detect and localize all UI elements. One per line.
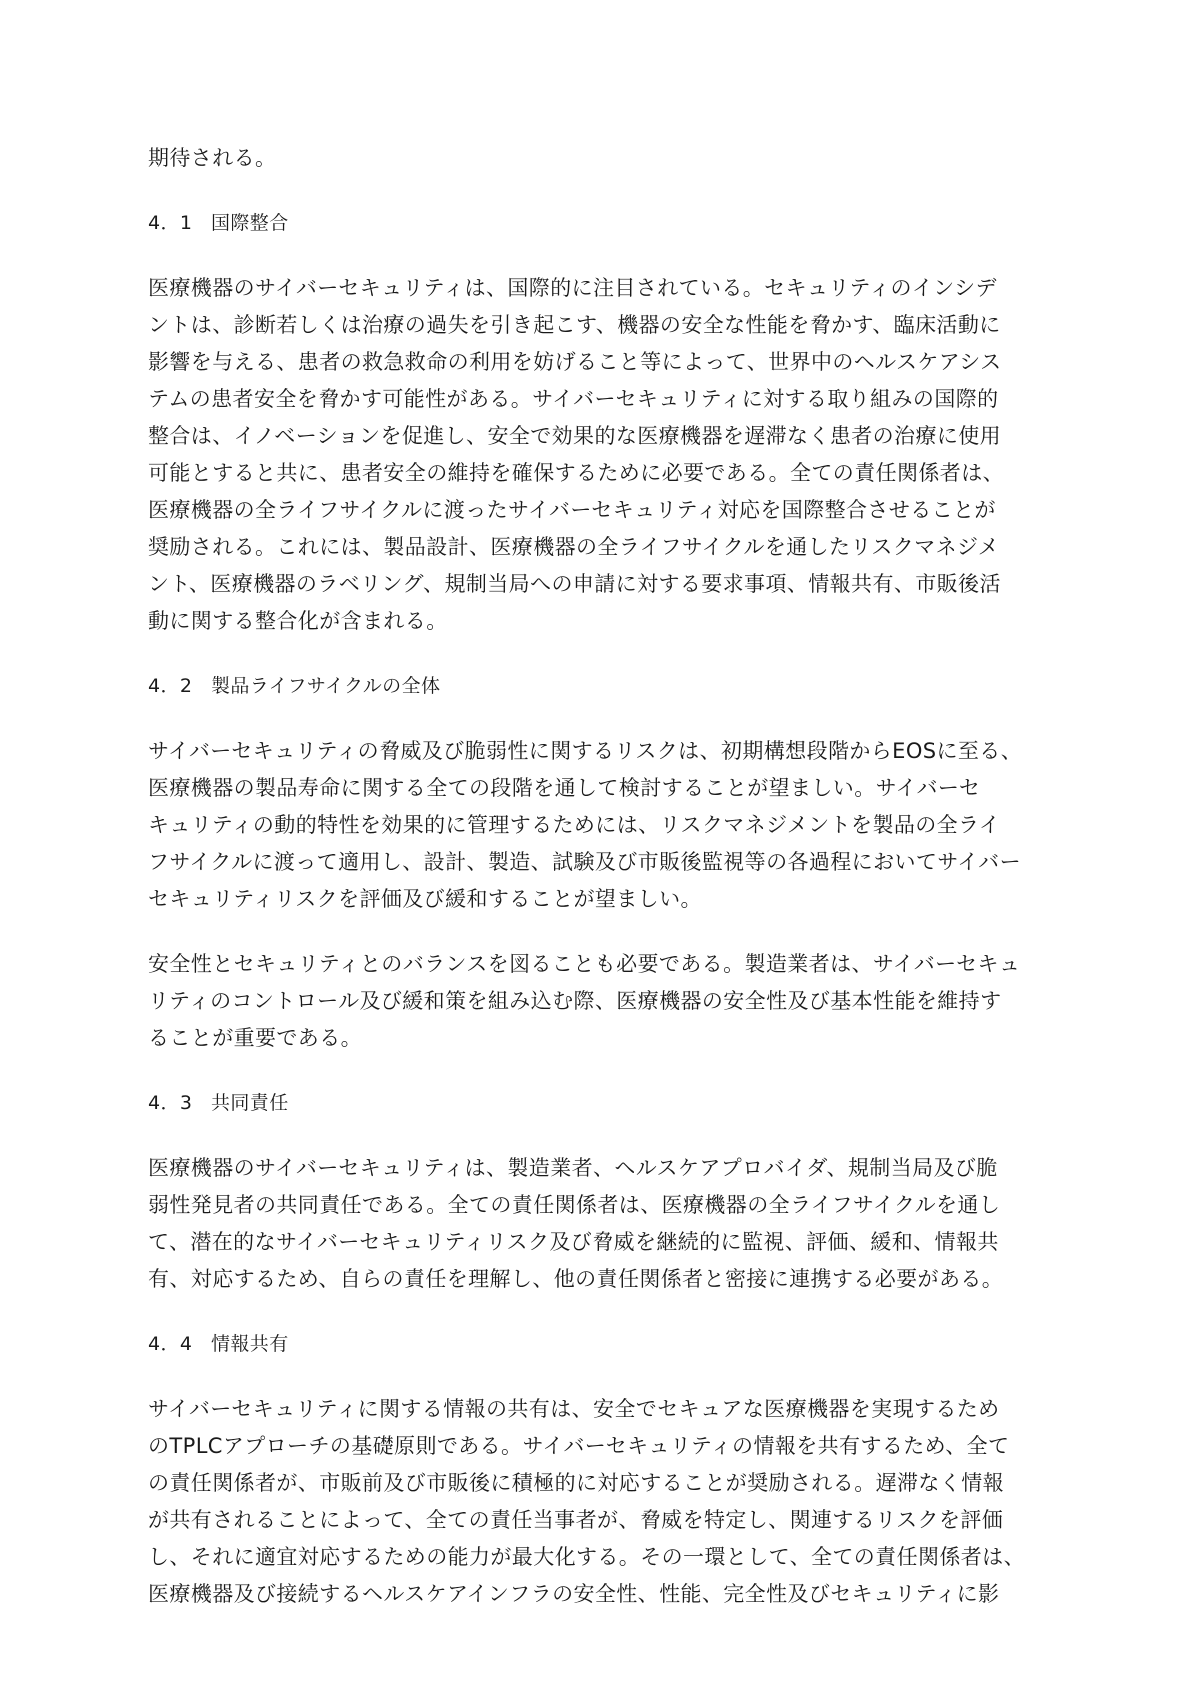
- paragraph: [148, 946, 1038, 1057]
- paragraph-line: 弱性発見者の共同責任である。全ての責任関係者は、医療機器の全ライフサイクルを通し: [148, 1193, 1001, 1217]
- document-body: [148, 140, 1038, 1613]
- paragraph-line: 有、対応するため、自らの責任を理解し、他の責任関係者と密接に連携する必要がある。: [148, 1267, 1004, 1291]
- paragraph-line: 奨励される。これには、製品設計、医療機器の全ライフサイクルを通したリスクマネジメ: [148, 535, 1000, 559]
- paragraph: [148, 270, 1038, 640]
- paragraph-line: て、潜在的なサイバーセキュリティリスク及び脅威を継続的に監視、評価、緩和、情報共: [148, 1230, 999, 1254]
- paragraph-line: フサイクルに渡って適用し、設計、製造、試験及び市販後監視等の各過程においてサイバー: [148, 850, 1021, 874]
- section-heading-4-1: [148, 205, 1038, 242]
- paragraph-line: 安全性とセキュリティとのバランスを図ることも必要である。製造業者は、サイバーセキュ: [148, 952, 1021, 976]
- paragraph-line: 医療機器のサイバーセキュリティは、国際的に注目されている。セキュリティのインシデ: [148, 276, 997, 300]
- paragraph-line: 可能とすると共に、患者安全の維持を確保するために必要である。全ての責任関係者は、: [148, 461, 1004, 485]
- paragraph-line: が共有されることによって、全ての責任当事者が、脅威を特定し、関連するリスクを評価: [148, 1508, 1004, 1532]
- section-title: 製品ライフサイクルの全体: [211, 675, 441, 697]
- section-title: 国際整合: [211, 212, 289, 234]
- paragraph-line: の責任関係者が、市販前及び市販後に積極的に対応することが奨励される。遅滞なく情報: [148, 1471, 1004, 1495]
- paragraph-line: ることが重要である。: [148, 1026, 362, 1050]
- paragraph-line: 医療機器及び接続するヘルスケアインフラの安全性、性能、完全性及びセキュリティに影: [148, 1582, 1000, 1606]
- section-number: 4．4: [148, 1333, 193, 1355]
- section-title: 共同責任: [211, 1092, 289, 1114]
- paragraph-line: キュリティの動的特性を効果的に管理するためには、リスクマネジメントを製品の全ライ: [148, 813, 1001, 837]
- section-number: 4．2: [148, 675, 193, 697]
- paragraph-line: のTPLCアプローチの基礎原則である。サイバーセキュリティの情報を共有するため、全て: [148, 1434, 1010, 1458]
- paragraph: [148, 733, 1038, 918]
- paragraph-line: サイバーセキュリティに関する情報の共有は、安全でセキュアな医療機器を実現するため: [148, 1397, 1000, 1421]
- paragraph-line: ント、医療機器のラベリング、規制当局への申請に対する要求事項、情報共有、市販後活: [148, 572, 1001, 596]
- paragraph: [148, 1391, 1038, 1613]
- paragraph-line: 医療機器の製品寿命に関する全ての段階を通して検討することが望ましい。サイバーセ: [148, 776, 981, 800]
- section-number: 4．1: [148, 212, 193, 234]
- paragraph-line: 医療機器のサイバーセキュリティは、製造業者、ヘルスケアプロバイダ、規制当局及び脆: [148, 1156, 998, 1180]
- paragraph-line: 動に関する整合化が含まれる。: [148, 609, 448, 633]
- intro-line: 期待される。: [148, 146, 277, 170]
- section-heading-4-3: [148, 1085, 1038, 1122]
- paragraph-line: セキュリティリスクを評価及び緩和することが望ましい。: [148, 887, 702, 911]
- section-title: 情報共有: [211, 1333, 289, 1355]
- section-heading-4-2: [148, 668, 1038, 705]
- paragraph-line: 影響を与える、患者の救急救命の利用を妨げること等によって、世界中のヘルスケアシス: [148, 350, 1002, 374]
- paragraph-line: ントは、診断若しくは治療の過失を引き起こす、機器の安全な性能を脅かす、臨床活動に: [148, 313, 1001, 337]
- paragraph-line: し、それに適宜対応するための能力が最大化する。その一環として、全ての責任関係者は、: [148, 1545, 1025, 1569]
- paragraph: [148, 1150, 1038, 1298]
- section-heading-4-4: [148, 1326, 1038, 1363]
- section-number: 4．3: [148, 1092, 193, 1114]
- paragraph-line: 医療機器の全ライフサイクルに渡ったサイバーセキュリティ対応を国際整合させることが: [148, 498, 996, 522]
- paragraph-line: サイバーセキュリティの脅威及び脆弱性に関するリスクは、初期構想段階からEOSに至る、: [148, 739, 1023, 763]
- paragraph-line: リティのコントロール及び緩和策を組み込む際、医療機器の安全性及び基本性能を維持す: [148, 989, 1002, 1013]
- paragraph-line: 整合は、イノベーションを促進し、安全で効果的な医療機器を遅滞なく患者の治療に使用: [148, 424, 1002, 448]
- paragraph-line: テムの患者安全を脅かす可能性がある。サイバーセキュリティに対する取り組みの国際的: [148, 387, 999, 411]
